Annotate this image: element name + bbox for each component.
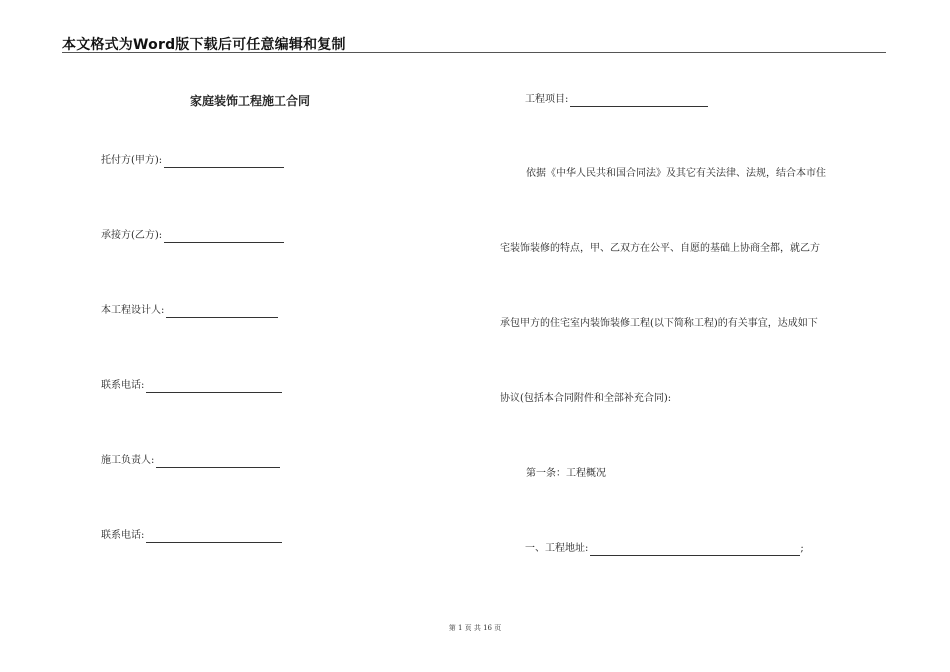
field-label: 工程项目: bbox=[525, 94, 569, 105]
address-suffix: ; bbox=[800, 543, 804, 554]
field-label: 联系电话: bbox=[101, 530, 145, 541]
field-label: 一、工程地址: bbox=[525, 543, 589, 554]
address-field bbox=[525, 542, 911, 556]
page-number: 第 1 页 共 16 页 bbox=[448, 624, 502, 632]
blank-line bbox=[164, 156, 284, 168]
document-title: 家庭装饰工程施工合同 bbox=[190, 94, 311, 108]
blank-line bbox=[164, 231, 284, 243]
phone-field-1 bbox=[101, 379, 282, 393]
header-divider bbox=[62, 52, 886, 53]
field-label: 施工负责人: bbox=[101, 455, 155, 466]
paragraph-line: 依据《中华人民共和国合同法》及其它有关法律、法规，结合本市住 bbox=[526, 168, 826, 179]
blank-line bbox=[146, 381, 282, 393]
header-banner: 本文格式为Word版下载后可任意编辑和复制 bbox=[62, 37, 346, 53]
field-label: 托付方(甲方): bbox=[101, 155, 163, 166]
article-heading: 第一条：工程概况 bbox=[526, 468, 606, 479]
designer-field bbox=[101, 304, 278, 318]
site-manager-field bbox=[101, 454, 280, 468]
paragraph-line: 承包甲方的住宅室内装饰装修工程(以下简称工程)的有关事宜，达成如下 bbox=[500, 318, 818, 329]
blank-line bbox=[166, 306, 278, 318]
blank-line bbox=[570, 95, 708, 107]
blank-line bbox=[146, 531, 282, 543]
blank-line bbox=[156, 456, 280, 468]
contractor-party-field bbox=[101, 229, 284, 243]
project-field bbox=[525, 93, 911, 107]
blank-line bbox=[590, 544, 800, 556]
paragraph-line: 协议(包括本合同附件和全部补充合同): bbox=[500, 393, 672, 404]
field-label: 承接方(乙方): bbox=[101, 230, 163, 241]
field-label: 联系电话: bbox=[101, 380, 145, 391]
field-label: 本工程设计人: bbox=[101, 305, 165, 316]
client-party-field bbox=[101, 154, 284, 168]
phone-field-2 bbox=[101, 529, 282, 543]
paragraph-line: 宅装饰装修的特点，甲、乙双方在公平、自愿的基础上协商全都，就乙方 bbox=[500, 243, 820, 254]
